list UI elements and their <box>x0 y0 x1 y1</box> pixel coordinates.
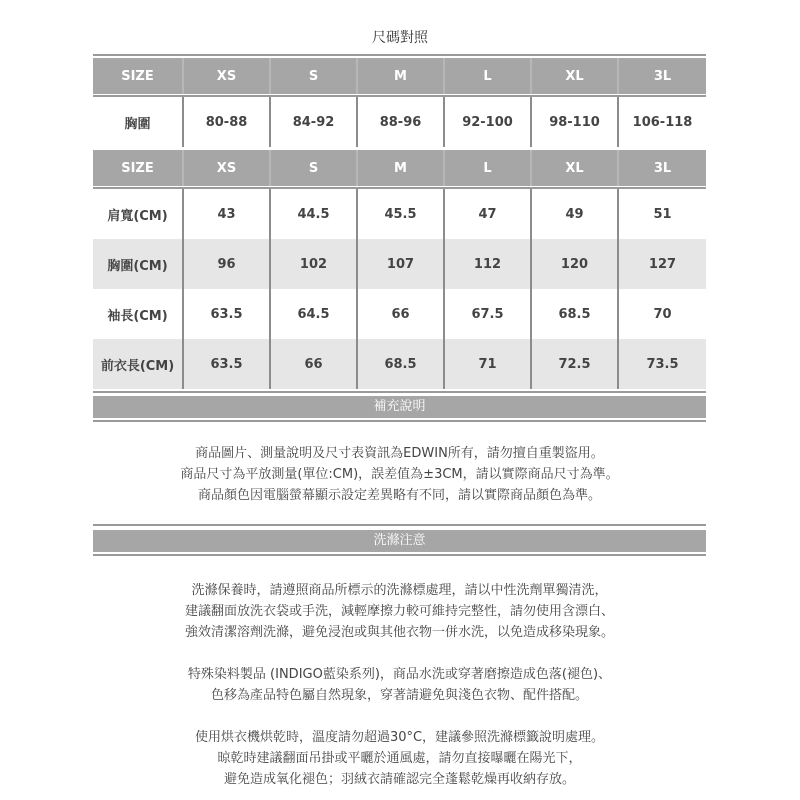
table-cell: 70 <box>618 289 706 339</box>
header-cell: 3L <box>618 58 706 94</box>
table-cell: 127 <box>618 239 706 289</box>
divider <box>93 54 706 56</box>
header-cell: XL <box>531 150 618 186</box>
table-cell: 47 <box>444 189 531 239</box>
table-cell: 66 <box>270 339 357 389</box>
paragraph-gap <box>93 643 706 664</box>
row-label: 袖長(CM) <box>107 308 168 324</box>
table-cell: 66 <box>357 289 444 339</box>
table-row <box>93 239 706 289</box>
row-label: 胸圍 <box>124 116 151 132</box>
header-cell: M <box>357 58 444 94</box>
chest-table-header <box>93 58 706 94</box>
table-cell: 71 <box>444 339 531 389</box>
washing-line: 使用烘衣機烘乾時，溫度請勿超過30°C，建議參照洗滌標籤說明處理。 <box>194 730 605 745</box>
table-row <box>93 289 706 339</box>
table-cell: 88-96 <box>357 97 444 147</box>
table-cell: 63.5 <box>183 339 270 389</box>
table-cell: 106-118 <box>618 97 706 147</box>
header-cell: S <box>270 150 357 186</box>
notes-line: 商品圖片、測量說明及尺寸表資訊為EDWIN所有，請勿擅自重製盜用。 <box>195 446 604 461</box>
washing-line: 建議翻面放洗衣袋或手洗，減輕摩擦力較可維持完整性，請勿使用含漂白、 <box>184 604 614 619</box>
header-cell: SIZE <box>93 58 183 94</box>
washing-line: 色移為產品特色屬自然現象，穿著請避免與淺色衣物、配件搭配。 <box>210 688 588 703</box>
washing-line: 特殊染料製品 (INDIGO藍染系列)，商品水洗或穿著磨擦造成色落(褪色)、 <box>187 667 612 682</box>
table-cell: 84-92 <box>270 97 357 147</box>
divider <box>93 420 706 422</box>
header-cell: S <box>270 58 357 94</box>
header-cell: 3L <box>618 150 706 186</box>
washing-text <box>93 580 706 790</box>
table-cell: 44.5 <box>270 189 357 239</box>
table-row <box>93 189 706 239</box>
table-cell: 51 <box>618 189 706 239</box>
header-cell: M <box>357 150 444 186</box>
chest-size-table <box>93 58 706 94</box>
washing-line: 強效清潔溶劑洗滌，避免浸泡或與其他衣物一併水洗，以免造成移染現象。 <box>184 625 614 640</box>
table-cell: 80-88 <box>183 97 270 147</box>
table-cell: 72.5 <box>531 339 618 389</box>
measurement-table-header <box>93 150 706 186</box>
table-cell: 98-110 <box>531 97 618 147</box>
table-cell: 102 <box>270 239 357 289</box>
washing-line: 晾乾時建議翻面吊掛或平曬於通風處，請勿直接曝曬在陽光下， <box>217 751 582 766</box>
table-cell: 68.5 <box>531 289 618 339</box>
header-cell: SIZE <box>93 150 183 186</box>
chest-size-values <box>93 97 706 147</box>
table-cell: 120 <box>531 239 618 289</box>
table-cell: 107 <box>357 239 444 289</box>
table-cell: 49 <box>531 189 618 239</box>
table-row <box>93 97 706 147</box>
washing-line: 避免造成氧化褪色；羽絨衣請確認完全蓬鬆乾燥再收納存放。 <box>223 772 575 787</box>
header-cell: XS <box>183 150 270 186</box>
table-cell: 92-100 <box>444 97 531 147</box>
table-cell: 64.5 <box>270 289 357 339</box>
row-label: 前衣長(CM) <box>93 339 183 389</box>
table-cell: 45.5 <box>357 189 444 239</box>
notes-text <box>93 443 706 506</box>
divider <box>93 391 706 393</box>
notes-line: 商品顏色因電腦螢幕顯示設定差異略有不同，請以實際商品顏色為準。 <box>197 488 601 503</box>
notes-line: 商品尺寸為平放測量(單位:CM)，誤差值為±3CM，請以實際商品尺寸為準。 <box>180 467 619 482</box>
paragraph-gap <box>93 706 706 727</box>
header-cell: XS <box>183 58 270 94</box>
page-title: 尺碼對照 <box>372 30 428 46</box>
table-cell: 43 <box>183 189 270 239</box>
table-cell: 73.5 <box>618 339 706 389</box>
table-row <box>93 339 706 389</box>
header-cell: XL <box>531 58 618 94</box>
row-label: 胸圍(CM) <box>93 239 183 289</box>
notes-heading: 補充說明 <box>93 396 706 418</box>
row-label: 肩寬(CM) <box>107 208 168 224</box>
measurement-values <box>93 189 706 389</box>
measurement-table <box>93 150 706 186</box>
header-cell: L <box>444 150 531 186</box>
table-cell: 63.5 <box>183 289 270 339</box>
table-cell: 112 <box>444 239 531 289</box>
washing-heading: 洗滌注意 <box>93 530 706 552</box>
header-cell: L <box>444 58 531 94</box>
table-cell: 96 <box>183 239 270 289</box>
table-cell: 67.5 <box>444 289 531 339</box>
divider <box>93 524 706 526</box>
divider <box>93 554 706 556</box>
washing-line: 洗滌保養時，請遵照商品所標示的洗滌標處理，請以中性洗劑單獨清洗， <box>191 583 608 598</box>
table-cell: 68.5 <box>357 339 444 389</box>
